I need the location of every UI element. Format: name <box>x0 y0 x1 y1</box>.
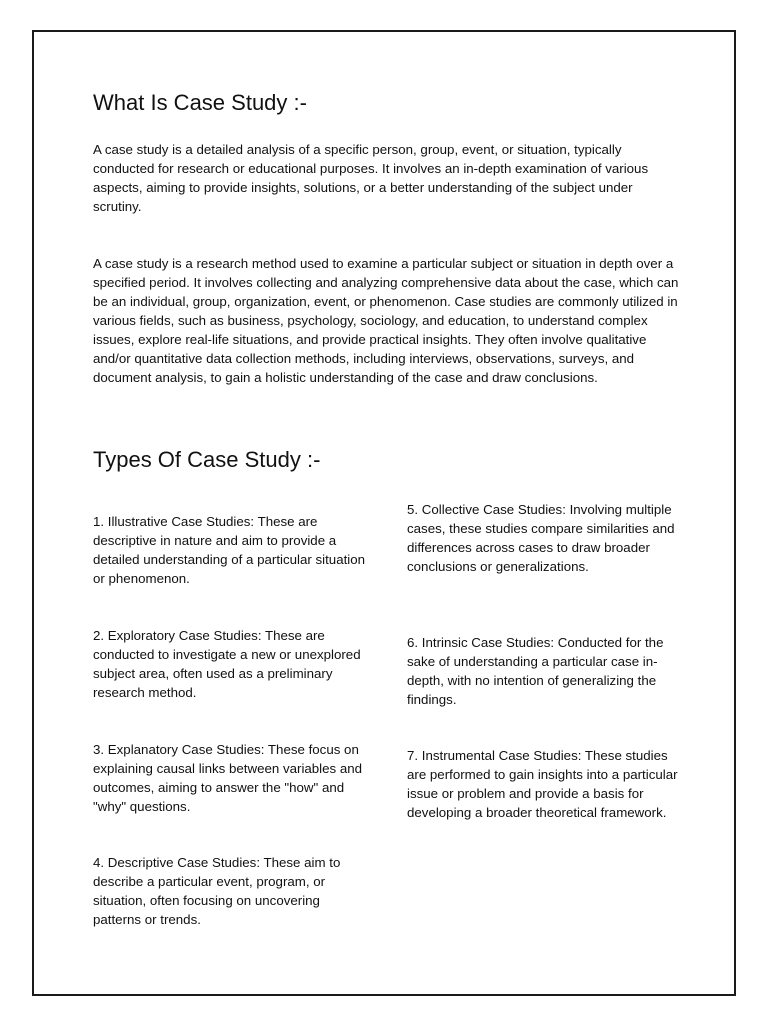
case-type-exploratory: 2. Exploratory Case Studies: These are conducted to investigate a new or unexplored subject area, often used as a preliminary research method. <box>93 628 361 700</box>
case-type-illustrative: 1. Illustrative Case Studies: These are descriptive in nature and aim to provide a detailed understanding of a particular situation or phenomenon. <box>93 514 366 586</box>
heading-types-of-case-study: Types Of Case Study :- <box>93 447 321 472</box>
case-type-descriptive: 4. Descriptive Case Studies: These aim to describe a particular event, program, or situation, often focusing on uncovering patterns or trends. <box>93 855 341 927</box>
case-type-instrumental: 7. Instrumental Case Studies: These studies are performed to gain insights into a particular issue or problem and provide a basis for developing a broader theoretical framework. <box>407 748 678 820</box>
definition-paragraph-1: A case study is a detailed analysis of a specific person, group, event, or situation, typically conducted for research or educational purposes. It involves an in-depth examination of various aspects, aiming to provide insights, solutions, or a better understanding of the subject under scrutiny. <box>93 142 649 214</box>
case-type-collective: 5. Collective Case Studies: Involving multiple cases, these studies compare similarities and differences across cases to draw broader conclusions or generalizations. <box>407 502 675 574</box>
heading-what-is-case-study: What Is Case Study :- <box>93 90 307 115</box>
case-type-intrinsic: 6. Intrinsic Case Studies: Conducted for the sake of understanding a particular case in-depth, with no intention of generalizing the findings. <box>407 635 664 707</box>
definition-paragraph-2: A case study is a research method used to examine a particular subject or situation in depth over a specified period. It involves collecting and analyzing comprehensive data about the case, which can be an individual, group, organization, event, or phenomenon. Case studies are commonly utilized in various fields, such as business, psychology, sociology, and education, to understand complex issues, explore real-life situations, and provide practical insights. They often involve qualitative and/or quantitative data collection methods, including interviews, observations, surveys, and document analysis, to gain a holistic understanding of the case and draw conclusions. <box>93 256 679 385</box>
case-type-explanatory: 3. Explanatory Case Studies: These focus on explaining causal links between variables and outcomes, aiming to answer the "how" and "why" questions. <box>93 742 363 814</box>
